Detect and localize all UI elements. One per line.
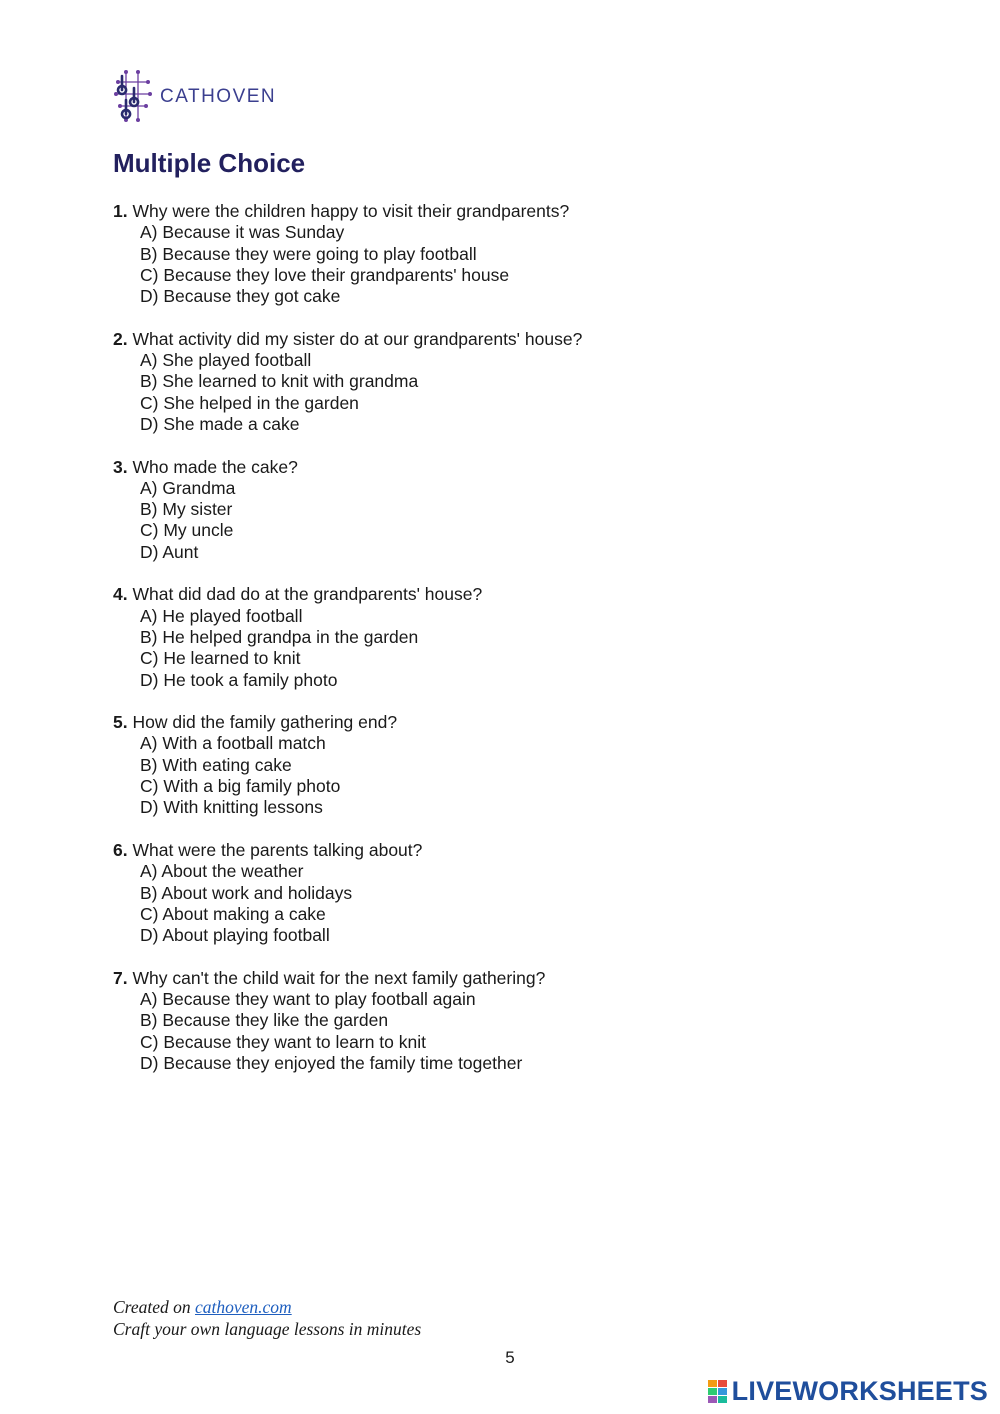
footer-created-prefix: Created on bbox=[113, 1297, 195, 1317]
question-3 bbox=[113, 457, 873, 563]
option-b[interactable]: B) About work and holidays bbox=[140, 882, 353, 903]
option-b[interactable]: B) My sister bbox=[140, 499, 233, 520]
question-number: 7. bbox=[113, 967, 128, 988]
question-number: 4. bbox=[113, 584, 128, 605]
option-d[interactable]: D) Because they got cake bbox=[140, 286, 341, 307]
question-number: 5. bbox=[113, 712, 128, 733]
question-5 bbox=[113, 712, 873, 818]
question-text: What activity did my sister do at our grandparents' house? bbox=[132, 328, 583, 349]
option-c[interactable]: C) Because they love their grandparents' house bbox=[140, 264, 510, 285]
cathoven-logo-icon bbox=[112, 68, 154, 124]
option-d[interactable]: D) Aunt bbox=[140, 541, 199, 562]
question-number: 2. bbox=[113, 328, 128, 349]
logo-text: CATHOVEN bbox=[160, 86, 277, 107]
question-line bbox=[113, 968, 873, 989]
question-number: 6. bbox=[113, 839, 128, 860]
option-d[interactable]: D) With knitting lessons bbox=[140, 797, 323, 818]
question-number: 1. bbox=[113, 201, 128, 221]
footer-created-line bbox=[113, 1296, 421, 1318]
question-list bbox=[113, 201, 873, 1095]
option-a[interactable]: A) Grandma bbox=[140, 477, 236, 498]
option-d[interactable]: D) Because they enjoyed the family time together bbox=[140, 1052, 523, 1073]
question-text: What were the parents talking about? bbox=[132, 839, 423, 860]
option-d[interactable]: D) She made a cake bbox=[140, 413, 300, 434]
footer bbox=[113, 1296, 421, 1340]
option-d[interactable]: D) He took a family photo bbox=[140, 669, 338, 690]
liveworksheets-logo-icon bbox=[708, 1380, 728, 1404]
question-6 bbox=[113, 840, 873, 946]
question-text: How did the family gathering end? bbox=[132, 712, 398, 733]
cathoven-logo bbox=[112, 68, 276, 124]
footer-tagline: Craft your own language lessons in minutes bbox=[113, 1319, 422, 1339]
option-a[interactable]: A) About the weather bbox=[140, 861, 304, 882]
option-c[interactable]: C) She helped in the garden bbox=[140, 392, 359, 413]
question-line bbox=[113, 329, 873, 350]
cathoven-link[interactable]: cathoven.com bbox=[194, 1297, 292, 1317]
question-1 bbox=[113, 201, 873, 307]
option-a[interactable]: A) Because it was Sunday bbox=[140, 222, 345, 243]
question-text: What did dad do at the grandparents' house? bbox=[132, 584, 483, 605]
page-number: 5 bbox=[505, 1348, 515, 1367]
option-d[interactable]: D) About playing football bbox=[140, 925, 330, 946]
option-b[interactable]: B) He helped grandpa in the garden bbox=[140, 626, 419, 647]
question-4 bbox=[113, 584, 873, 690]
question-text: Why were the children happy to visit their grandparents? bbox=[132, 201, 570, 221]
option-a[interactable]: A) With a football match bbox=[140, 733, 326, 754]
question-2 bbox=[113, 329, 873, 435]
option-c[interactable]: C) With a big family photo bbox=[140, 776, 341, 797]
question-line bbox=[113, 201, 873, 222]
question-text: Who made the cake? bbox=[132, 456, 298, 477]
option-a[interactable]: A) He played football bbox=[140, 605, 303, 626]
page-title: Multiple Choice bbox=[113, 148, 306, 178]
option-c[interactable]: C) Because they want to learn to knit bbox=[140, 1031, 426, 1052]
option-b[interactable]: B) Because they were going to play football bbox=[140, 243, 477, 264]
question-line bbox=[113, 457, 873, 478]
liveworksheets-text: LIVEWORKSHEETS bbox=[731, 1376, 988, 1406]
liveworksheets-watermark[interactable] bbox=[708, 1376, 988, 1407]
option-c[interactable]: C) About making a cake bbox=[140, 903, 326, 924]
option-c[interactable]: C) He learned to knit bbox=[140, 648, 301, 669]
option-b[interactable]: B) She learned to knit with grandma bbox=[140, 371, 419, 392]
option-b[interactable]: B) Because they like the garden bbox=[140, 1010, 389, 1031]
question-line bbox=[113, 584, 873, 605]
option-b[interactable]: B) With eating cake bbox=[140, 754, 292, 775]
question-7 bbox=[113, 968, 873, 1074]
option-a[interactable]: A) She played football bbox=[140, 350, 312, 371]
option-a[interactable]: A) Because they want to play football again bbox=[140, 988, 476, 1009]
question-line bbox=[113, 840, 873, 861]
question-text: Why can't the child wait for the next family gathering? bbox=[132, 967, 546, 988]
option-c[interactable]: C) My uncle bbox=[140, 520, 234, 541]
question-line bbox=[113, 712, 873, 733]
question-number: 3. bbox=[113, 456, 128, 477]
